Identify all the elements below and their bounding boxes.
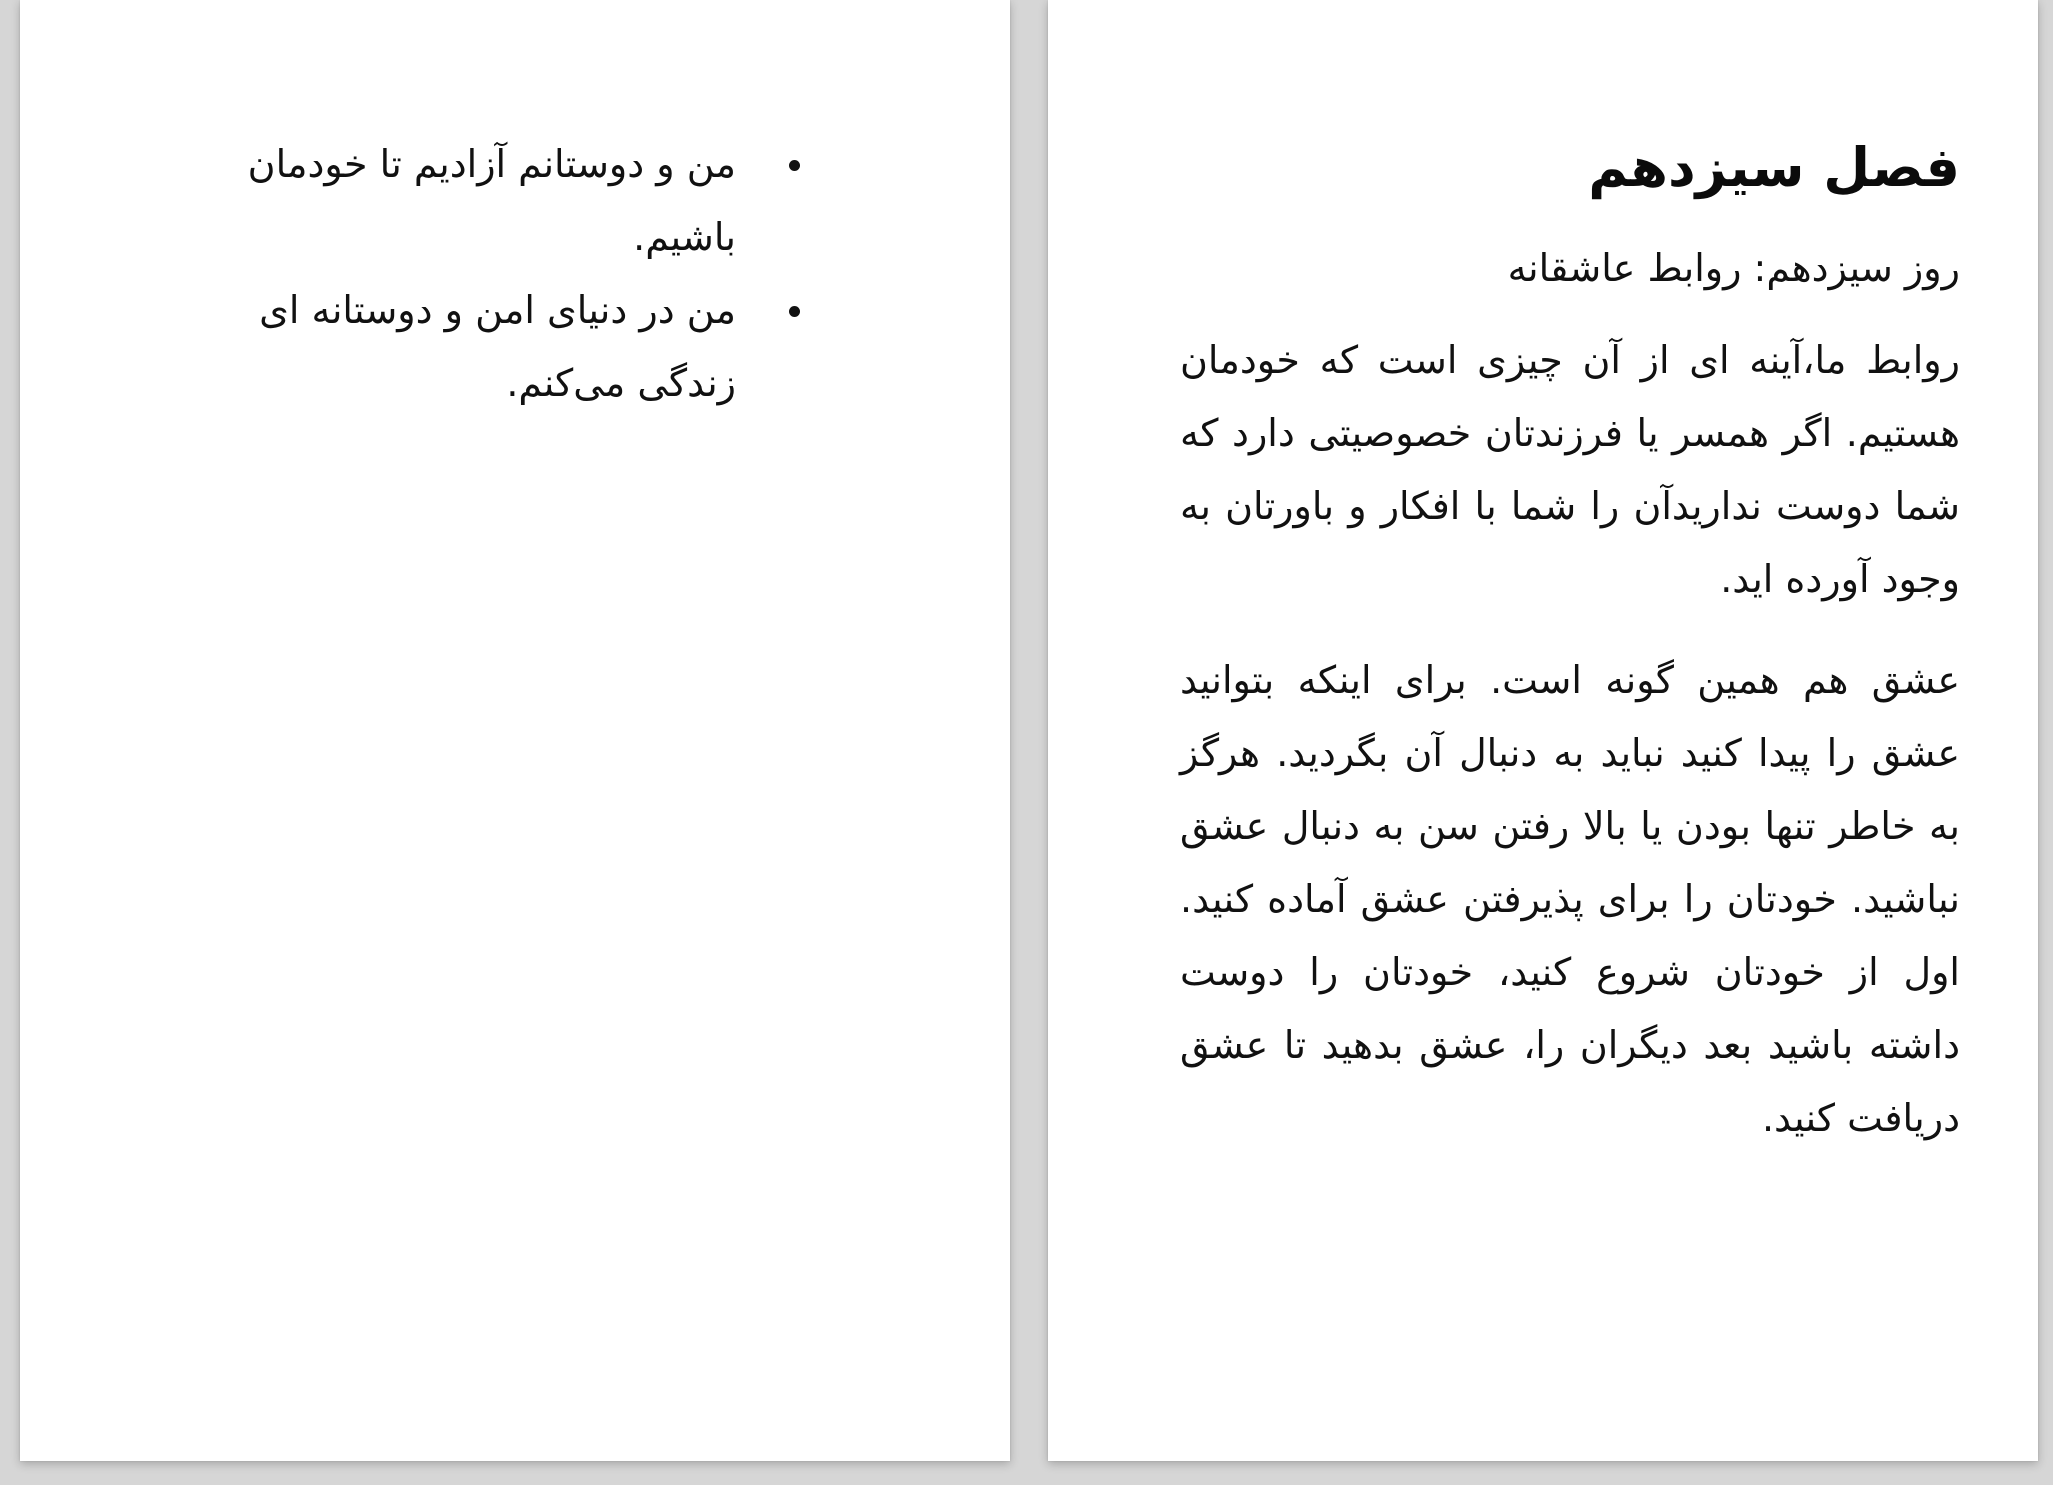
body-paragraph: عشق هم همین گونه است. برای اینکه بتوانید عشق را پیدا کنید نباید به دنبال آن بگردید. هرگز به خاطر تنها بودن یا بالا رفتن سن به دنبال عشق نباشید. خودتان را برای پذیرفتن عشق آماده کنید. اول از خودتان شروع کنید، خودتان را دوست داشته باشید بعد دیگران را، عشق بدهید تا عشق دریافت کنید. (1180, 658, 1960, 1140)
right-page (1048, 0, 2038, 1461)
chapter-subtitle: روز سیزدهم: روابط عاشقانه (1507, 246, 1960, 290)
chapter-title: فصل سیزدهم (1588, 136, 1960, 199)
left-page-content (150, 128, 800, 420)
affirmation-item (150, 128, 736, 274)
affirmation-text: من و دوستانم آزادیم تا خودمان باشیم. (247, 142, 736, 259)
right-page-content (1180, 128, 1960, 1183)
left-page (20, 0, 1010, 1461)
body-paragraph: روابط ما،آینه ای از آن چیزی است که خودمان هستیم. اگر همسر یا فرزندتان خصوصیتی دارد که شما دوست ندارید‌آن را شما با افکار و باورتان به وجود آورده اید. (1180, 338, 1960, 601)
affirmation-text: من در دنیای امن و دوستانه ای زندگی می‌کنم. (259, 288, 736, 405)
bullet-icon (789, 160, 800, 171)
affirmation-item (150, 274, 736, 420)
bullet-icon (789, 306, 800, 317)
affirmation-list (150, 128, 800, 420)
